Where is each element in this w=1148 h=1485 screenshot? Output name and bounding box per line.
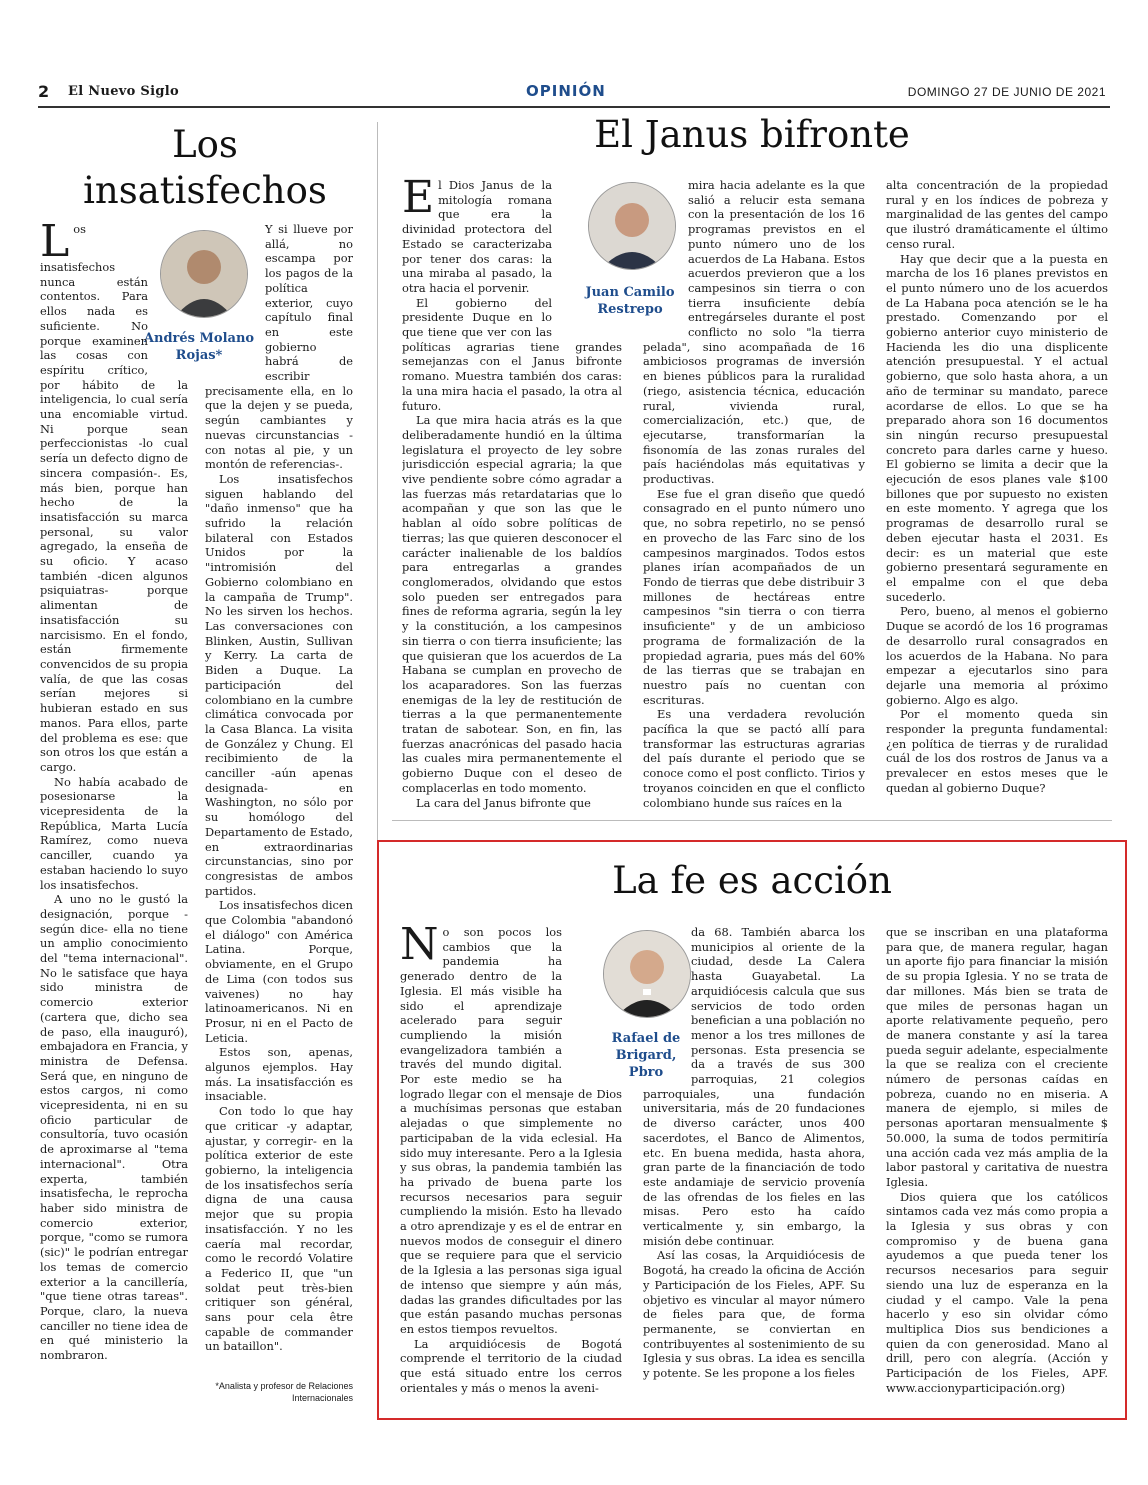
drop-cap: E xyxy=(402,178,435,223)
page-number: 2 xyxy=(38,82,50,101)
article-title-janus: El Janus bifronte xyxy=(594,113,910,156)
author-byline-brigard: Rafael de Brigard, Pbro xyxy=(611,1031,681,1080)
article-body-insatisfechos-col2: Y si llueve por allá, no escampa por los pagos de la política exterior, cuyo capítulo final en este gobierno habrá de escribir precisamente ella, en lo que la dejen y se pueda, según cambiantes y nuevas circunstancias -con notas al pie, y un montón de referencias-. Los insatisfechos siguen hablando del "daño inmenso" que ha sufrido la relación bilateral con Estados Unidos por la "intromisión del Gobierno colombiano en la campaña de Trump". No les sirven los hechos. Las conversaciones con Blinken, Austin, Sullivan y Kerry. La carta de Biden a Duque. La participación del colombiano en la cumbre climática convocada por la Casa Blanca. La visita de González y Chung. El recibimiento de la canciller -aún apenas designada- en Washington, no sólo por su homólogo del Departamento de Estado, en extraordinarias circunstancias, sino por congresistas de ambos partidos. Los insatisfechos dicen que Colombia "abandonó el diálogo" con América Latina. Porque, obviamente, en el Grupo de Lima (con todos sus vaivenes) no hay latinoamericanos. Ni en Prosur, ni en el Pacto de Leticia. Estos son, apenas, algunos ejemplos. Hay más. La insatisfacción es insaciable. Con todo lo que hay que criticar -y adaptar, ajustar, y corregir- en la política exterior de este gobierno, la inteligencia de los insatisfechos sería digna de una causa mejor que su propia insatisfacción. Y no les caería mal recordar, como le recordó Volatire a Federico II, que "un soldat peut très-bien critiquer son général, sans pour cela être capable de commander un bataillon". xyxy=(205,222,353,1354)
article-title-insatisfechos: Los insatisfechos xyxy=(83,123,327,212)
article-body-insatisfechos-col1: L os insatisfechos nunca están contentos. Para ellos nada es suficiente. No porque examinen las cosas con espíritu crítico, por hábito de la inteligencia, lo cual sería una encomiable virtud. Ni porque sean perfeccionistas -lo cual sería un defecto digno de sincera compasión-. Es, más bien, porque han hecho de la insatisfacción su marca personal, su valor agregado, la enseña de su oficio. Y acaso también -dicen algunos psiquiatras- porque alimentan de insatisfacción su narcisismo. En el fondo, están firmemente convencidos de su propia valía, de que las cosas serían mejores si hubieran estado en sus manos. Para ellos, parte del problema es ese: que son otros los que están a cargo. No había acabado de posesionarse la vicepresidenta de la República, Marta Lucía Ramírez, como nueva canciller, cuando ya estaban haciendo lo suyo los insatisfechos. A uno no le gustó la designación, porque -según dice- ella no tiene un amplio conocimiento del "tema internacional". No le satisface que haya sido ministra de comercio exterior (cartera que, dicho sea de paso, ella inauguró), embajadora en Francia, y ministra de Defensa. Será que, en ninguno de estos cargos, ni como vicepresidenta, ni en su oficio particular de consultoría, tuvo ocasión de aproximarse al "tema internacional". Otra experta, también insatisfecha, le reprocha haber sido ministra de comercio exterior, porque, "como se rumora (sic)" le podrían entregar los temas de comercio exterior a la cancillería, "que tiene otras tareas". Porque, claro, la nueva canciller no tiene idea de en qué ministerio la nombraron. xyxy=(40,222,188,1363)
author-byline-restrepo: Juan Camilo Restrepo xyxy=(585,285,675,317)
article-body-fe-col1: N o son pocos los cambios que la pandemia ha generado dentro de la Iglesia. El más visible ha sido el aprendizaje acelerado para seguir cumpliendo la misión evangelizadora también a través del mundo digital. Por este medio se ha logrado llegar con el mensaje de Dios a muchísimas personas que estaban alejadas o que simplemente no participaban de la vida eclesial. Ha sido muy interesante. Pero a la Iglesia y sus obras, la pandemia también las ha privado de buena parte los recursos necesarios para seguir cumpliendo la misión. Esto ha llevado a otro aprendizaje y es el de entrar en nuevos modos de conseguir el dinero que se requiere para que el servicio de la Iglesia a las personas siga igual de intenso que siempre y aún más, dadas las grandes dificultades por las que están pasando muchas personas en estos tiempos revueltos. La arquidiócesis de Bogotá comprende el territorio de la ciudad que está situado entre los cerros orientales y más o menos la aveni- xyxy=(400,925,622,1395)
article-body-janus-col1: E l Dios Janus de la mitología romana que era la divinidad protectora del Estado se caracterizaba por tener dos caras: la una miraba al pasado, la otra hacia el porvenir. El gobierno del presidente Duque en lo que tiene que ver con las políticas agrarias tiene grandes semejanzas con el Janus bifronte romano. Muestra también dos caras: la una mira hacia el pasado, la otra al futuro. La que mira hacia atrás es la que deliberadamente hundió en la última legislatura el proyecto de ley sobre jurisdicción especial agraria; la que vive pendiente sobre cómo agradar a las fuerzas más retardatarias que lo acompañan y que son las que le hablan al oído sobre políticas de tierras; las que quieren desconocer el carácter inalienable de los baldíos para entregarlas a grandes conglomerados, olvidando que estos solo pueden ser entregados para fines de reforma agraria, según la ley y la constitución, a los campesinos sin tierra o con tierra insuficiente; las que quisieran que los acuerdos de La Habana se cumplan en provecho de los acaparadores. Son las fuerzas enemigas de la ley de restitución de tierras a la que permanentemente tratan de sabotear. Son, en fin, las fuerzas anacrónicas del pasado hacia las cuales mira permanentemente el gobierno Duque con el deseo de complacerlas en todo momento. La cara del Janus bifronte que xyxy=(402,178,622,810)
drop-cap: L xyxy=(40,222,70,267)
author-byline-molano: Andrés Molano Rojas* xyxy=(143,331,255,363)
drop-cap: N xyxy=(400,925,439,970)
author-footnote: *Analista y profesor de Relaciones Internacionales xyxy=(215,1381,353,1403)
paper-name: El Nuevo Siglo xyxy=(68,84,179,99)
page-header xyxy=(38,82,1110,108)
article-body-janus-col2: mira hacia adelante es la que salió a relucir esta semana con la presentación de los 16 programas previstos en el punto número uno de los acuerdos de La Habana. Estos acuerdos previeron que a los campesinos sin tierra o con tierra insuficiente debía entregárseles durante el post conflicto no solo "la tierra pelada", sino acompañada de 16 ambiciosos programas de inversión en bienes públicos para la ruralidad (riego, asistencia técnica, educación rural, vivienda rural, comercialización, etc.) que, de ejecutarse, transformarían la fisonomía de las zonas rurales del país haciéndolas más equitativas y productivas. Ese fue el gran diseño que quedó consagrado en el punto número uno que, no sobra repetirlo, no se pensó en provecho de las Farc sino de los campesinos marginados. Todos estos planes irían acompañados de un Fondo de tierras que debe distribuir 3 millones de hectáreas entre campesinos "sin tierra o con tierra insuficiente" y de un ambicioso programa de formalización de la propiedad agraria, pues más del 60% de las tierras que se trabajan en nuestro país no cuentan con escrituras. Es una verdadera revolución pacífica la que se pactó allí para transformar las estructuras agrarias del país durante el periodo que se conoce como el post conflicto. Tirios y troyanos coinciden en que el conflicto colombiano hunde sus raíces en la xyxy=(643,178,865,810)
section-title: OPINIÓN xyxy=(526,82,606,100)
issue-date: DOMINGO 27 DE JUNIO DE 2021 xyxy=(907,85,1106,99)
article-divider xyxy=(392,820,1112,821)
article-body-fe-col3: que se inscriban en una plataforma para que, de manera regular, hagan un aporte fijo para financiar la misión de su propia Iglesia. Y no se trata de dar millones. Más bien se trata de que miles de personas hagan un aporte relativamente pequeño, pero de manera constante y así la tarea pueda seguir adelante, especialmente la que se realiza con el creciente número de personas caídas en pobreza, cuando no en miseria. A manera de ejemplo, si miles de personas aportaran mensualmente $ 50.000, la suma de todos permitiría una acción cada vez más amplia de la labor pastoral y caritativa de nuestra Iglesia. Dios quiera que los católicos sintamos cada vez más como propia a la Iglesia y sus obras y con compromiso y de buena gana ayudemos a que pueda tener los recursos necesarios para seguir siendo una luz de esperanza en la ciudad y el campo. Vale la pena hacerlo y eso sin olvidar cómo multiplica Dios sus bendiciones a quien da con generosidad. Mano al drill, pero con alegría. (Acción y Participación de los Fieles, APF. www.accionyparticipación.org) xyxy=(886,925,1108,1395)
article-body-janus-col3: alta concentración de la propiedad rural y en los índices de pobreza y marginalidad de las gentes del campo que ilustró dramáticamente el último censo rural. Hay que decir que a la puesta en marcha de los 16 planes previstos en el punto número uno de los acuerdos de La Habana poca atención se le ha prestado. Comenzando por el gobierno anterior cuyo ministerio de Hacienda les dio una displicente atención presupuestal. Y el actual gobierno, que solo hasta ahora, a un año de terminar su mandato, parece acordarse de ellos. Lo que se ha preparado ahora son 16 documentos sin ningún recurso presupuestal concreto para darles carne y hueso. El gobierno se limita a decir que la ejecución de esos planes vale $100 billones que por supuesto no existen en este momento. Y agrega que los programas de desarrollo rural se deben ejecutar hasta el 2031. Es decir: es un material que este gobierno presentará seguramente en el empalme con el que deba sucederlo. Pero, bueno, al menos el gobierno Duque se acordó de los 16 programas de desarrollo rural consagrados en los acuerdos de la Habana. No para empezar a ejecutarlos sino para dejarle una memoria al próximo gobierno. Algo es algo. Por el momento queda sin responder la pregunta fundamental: ¿en política de tierras y de ruralidad cuál de los dos rostros de Janus va a prevalecer en estos meses que le quedan al gobierno Duque? xyxy=(886,178,1108,795)
article-title-fe-accion: La fe es acción xyxy=(612,859,892,902)
article-body-fe-col2: da 68. También abarca los municipios al oriente de la ciudad, desde La Calera hasta Guayabetal. La arquidiócesis calcula que sus servicios de todo orden benefician a una población no menor a los tres millones de personas. Esta presencia se da a través de sus 300 parroquias, 21 colegios parroquiales, una fundación universitaria, más de 20 fundaciones de diverso carácter, unos 400 sacerdotes, el Banco de Alimentos, etc. En buena medida, hasta ahora, gran parte de la financiación de todo este andamiaje de servicio provenía de las ofrendas de los fieles en las misas. Pero esto ha caído verticalmente y, sin embargo, la misión debe continuar. Así las cosas, la Arquidiócesis de Bogotá, ha creado la oficina de Acción y Participación de los Fieles, APF. Su objetivo es vincular al mayor número de fieles para que, de forma permanente, se conviertan en contribuyentes al sostenimiento de su Iglesia y sus obras. La idea es sencilla y potente. Se les propone a los fieles xyxy=(643,925,865,1381)
